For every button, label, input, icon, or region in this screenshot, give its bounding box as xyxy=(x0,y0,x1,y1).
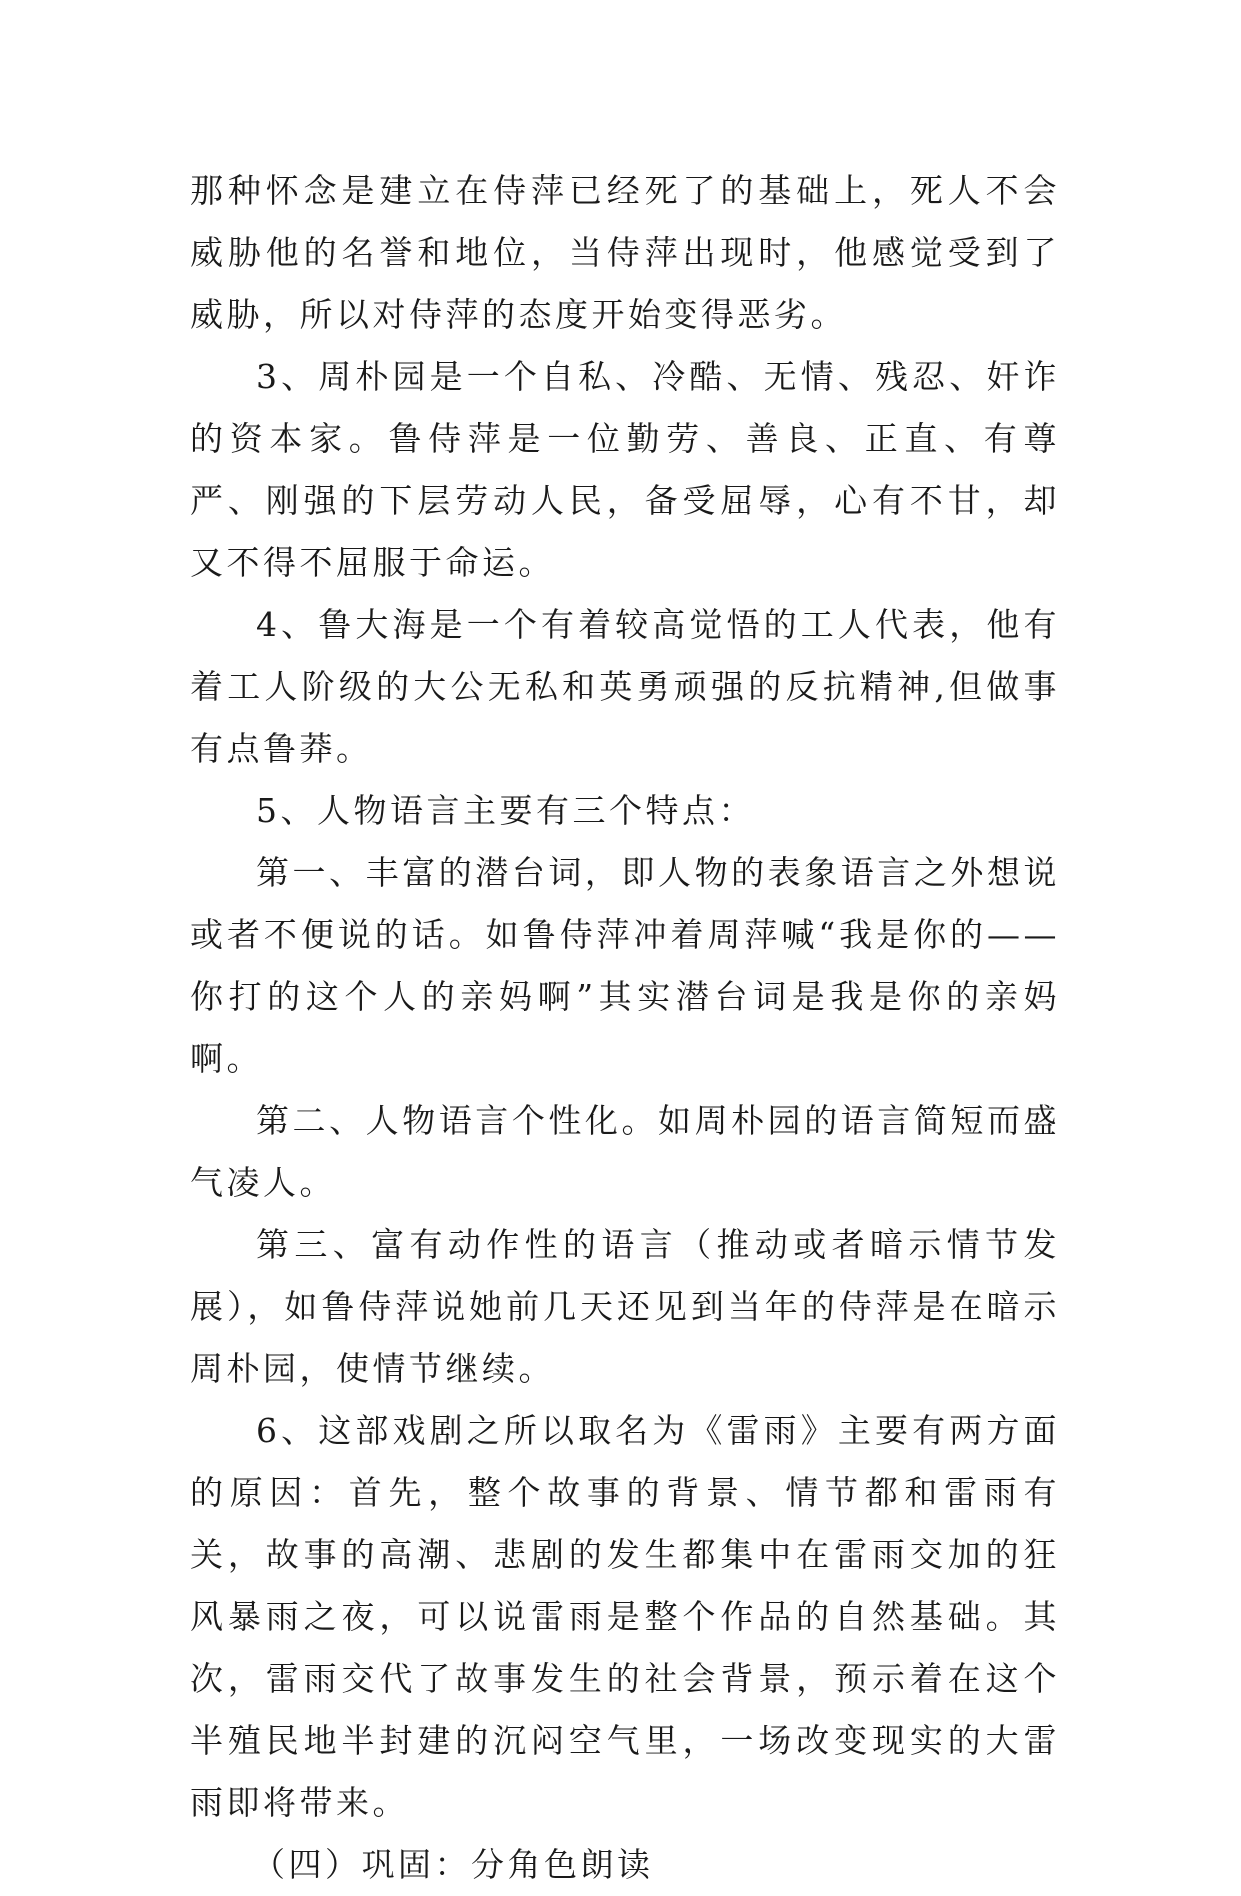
paragraph-feature-3: 第三、富有动作性的语言（推动或者暗示情节发展），如鲁侍萍说她前几天还见到当年的侍萍是在暗示周朴园，使情节继续。 xyxy=(190,1225,1060,1388)
paragraph-point-3: 3、周朴园是一个自私、冷酷、无情、残忍、奸诈的资本家。鲁侍萍是一位勤劳、善良、正直、有尊严、刚强的下层劳动人民，备受屈辱，心有不甘，却又不得不屈服于命运。 xyxy=(190,357,1060,582)
paragraph-point-4: 4、鲁大海是一个有着较高觉悟的工人代表，他有着工人阶级的大公无私和英勇顽强的反抗精神,但做事有点鲁莽。 xyxy=(190,605,1060,768)
section-heading-consolidation: （四）巩固：分角色朗读 xyxy=(252,1845,654,1884)
paragraph-feature-2: 第二、人物语言个性化。如周朴园的语言简短而盛气凌人。 xyxy=(190,1101,1060,1202)
paragraph-point-6: 6、这部戏剧之所以取名为《雷雨》主要有两方面的原因：首先，整个故事的背景、情节都和雷雨有关，故事的高潮、悲剧的发生都集中在雷雨交加的狂风暴雨之夜，可以说雷雨是整个作品的自然基础。其次，雷雨交代了故事发生的社会背景，预示着在这个半殖民地半封建的沉闷空气里，一场改变现实的大雷雨即将带来。 xyxy=(190,1411,1060,1822)
paragraph-continuation: 那种怀念是建立在侍萍已经死了的基础上，死人不会威胁他的名誉和地位，当侍萍出现时，他感觉受到了威胁，所以对侍萍的态度开始变得恶劣。 xyxy=(190,171,1060,334)
document-body xyxy=(190,160,1060,1896)
paragraph-feature-1: 第一、丰富的潜台词，即人物的表象语言之外想说或者不便说的话。如鲁侍萍冲着周萍喊“我是你的——你打的这个人的亲妈啊”其实潜台词是我是你的亲妈啊。 xyxy=(190,853,1060,1078)
paragraph-point-5: 5、人物语言主要有三个特点： xyxy=(256,791,755,830)
